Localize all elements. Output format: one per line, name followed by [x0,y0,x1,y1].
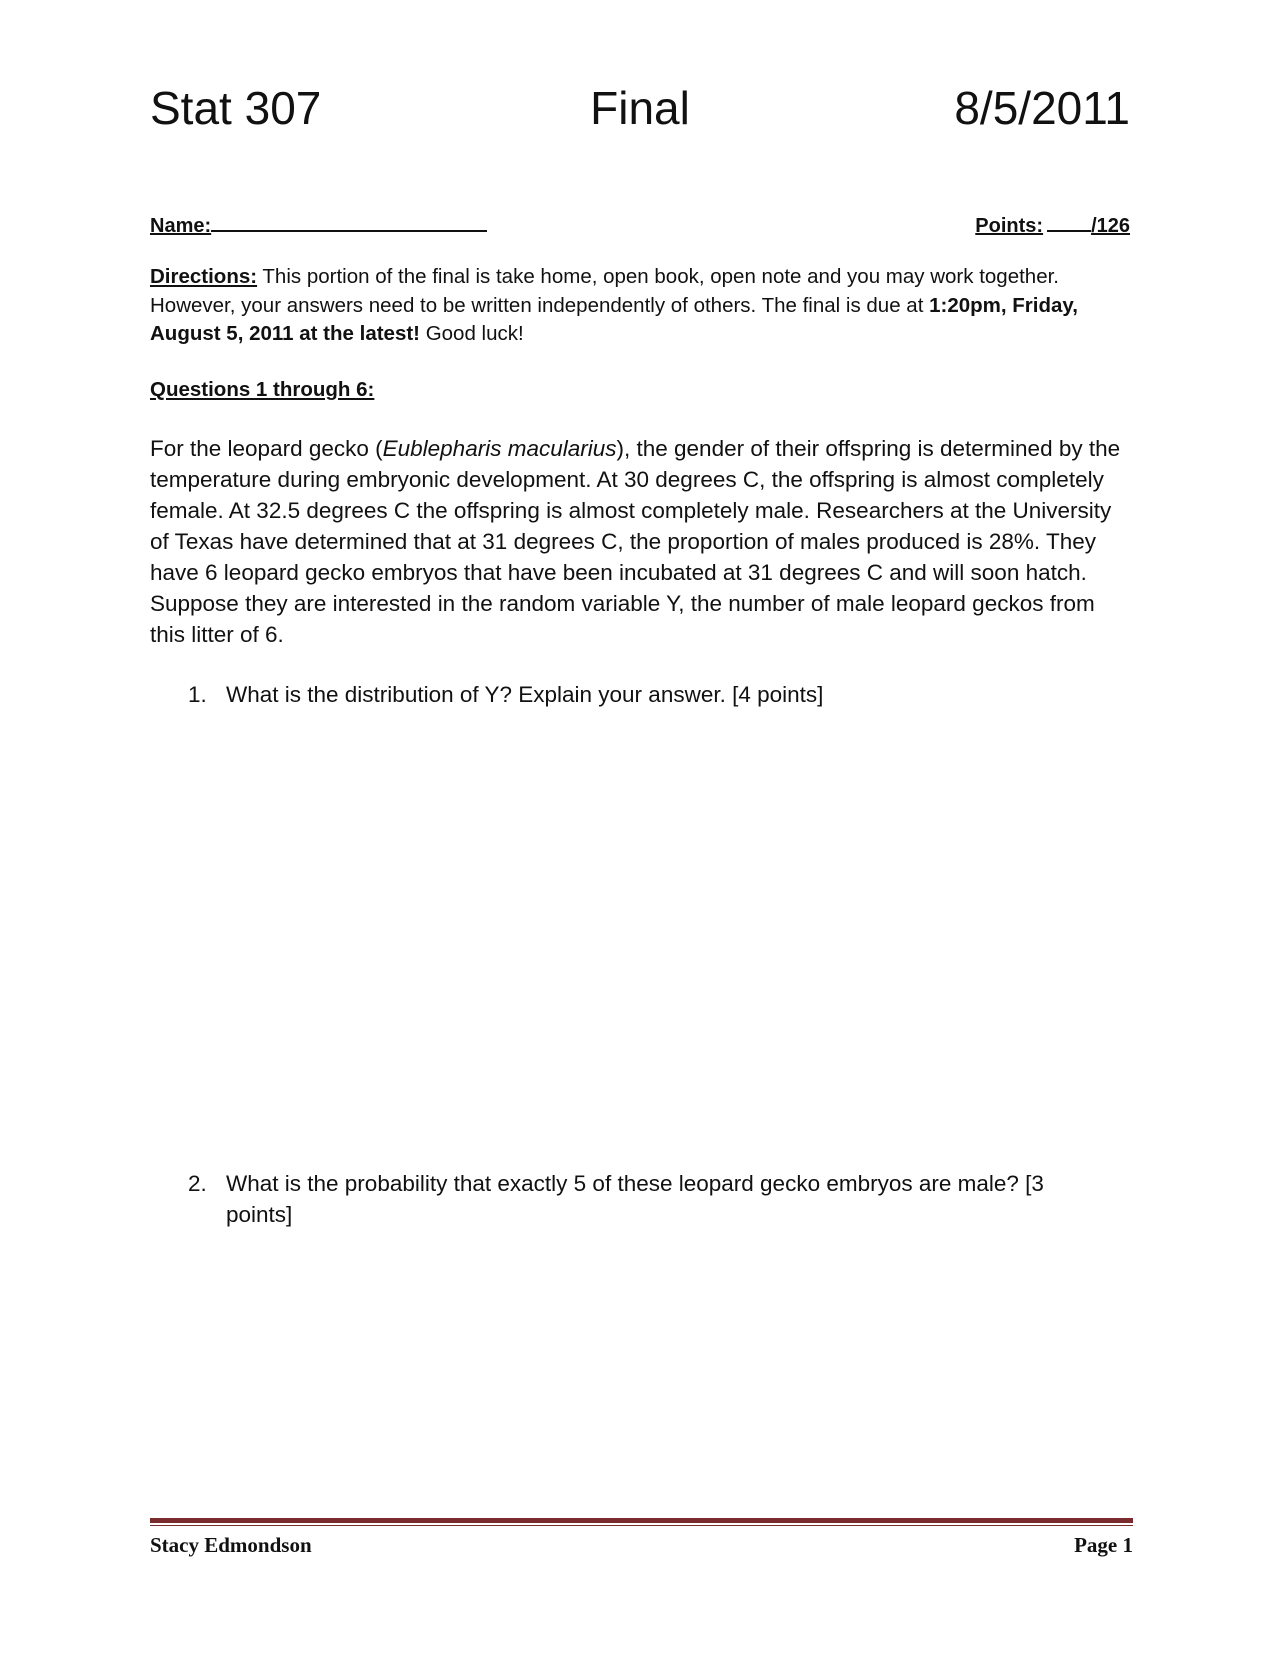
exam-date: 8/5/2011 [954,82,1130,134]
points-label: Points: [975,215,1044,237]
species-name: Eublepharis macularius [382,436,617,461]
question-text: What is the probability that exactly 5 of these leopard gecko embryos are male? [3 points] [226,1171,1044,1227]
intro-part-1: For the leopard gecko ( [150,436,383,461]
footer-rule-thin [150,1525,1133,1526]
section-heading: Questions 1 through 6: [150,378,375,401]
points-field [975,208,1130,240]
page-number: Page 1 [1074,1533,1133,1557]
page-footer [150,1530,1133,1560]
directions-closing: Good luck! [420,322,524,345]
problem-intro [150,433,1135,650]
course-title: Stat 307 [150,82,322,134]
name-label: Name: [150,215,212,237]
intro-part-2: ), the gender of their offspring is determined by the temperature during embryonic development. At 30 degrees C, the offspring is almost completely female. At 32.5 degrees C the offspring is almost completely male. Researchers at the University of Texas have determined that at 31 degrees C, the proportion of males produced is 28%. They have 6 leopard gecko embryos that have been incubated at 31 degrees C and will soon hatch. Suppose they are interested in the random variable Y, the number of male leopard geckos from this litter of 6. [150,436,1121,647]
name-blank-line [211,208,487,232]
student-info-row [150,208,1130,236]
question-number: 1. [188,682,207,707]
question-text: What is the distribution of Y? Explain your answer. [4 points] [226,682,824,707]
exam-page [150,0,1133,1656]
question-number: 2. [188,1171,207,1196]
author-name: Stacy Edmondson [150,1533,312,1557]
directions-text: This portion of the final is take home, open book, open note and you may work together. However, your answers need to be written independently of others. The final is due at [150,265,1059,317]
name-field[interactable] [150,208,487,240]
deadline-text: 1:20pm, Friday, August 5, 2011 at the latest! [150,293,1078,345]
points-total: /126 [1091,215,1130,237]
footer-divider [150,1518,1133,1527]
exam-title: Final [590,82,690,134]
directions-paragraph [150,263,1130,349]
points-blank-line [1047,208,1091,232]
page-header [150,78,1130,138]
directions-label: Directions: [150,265,258,288]
footer-rule-thick [150,1518,1133,1523]
